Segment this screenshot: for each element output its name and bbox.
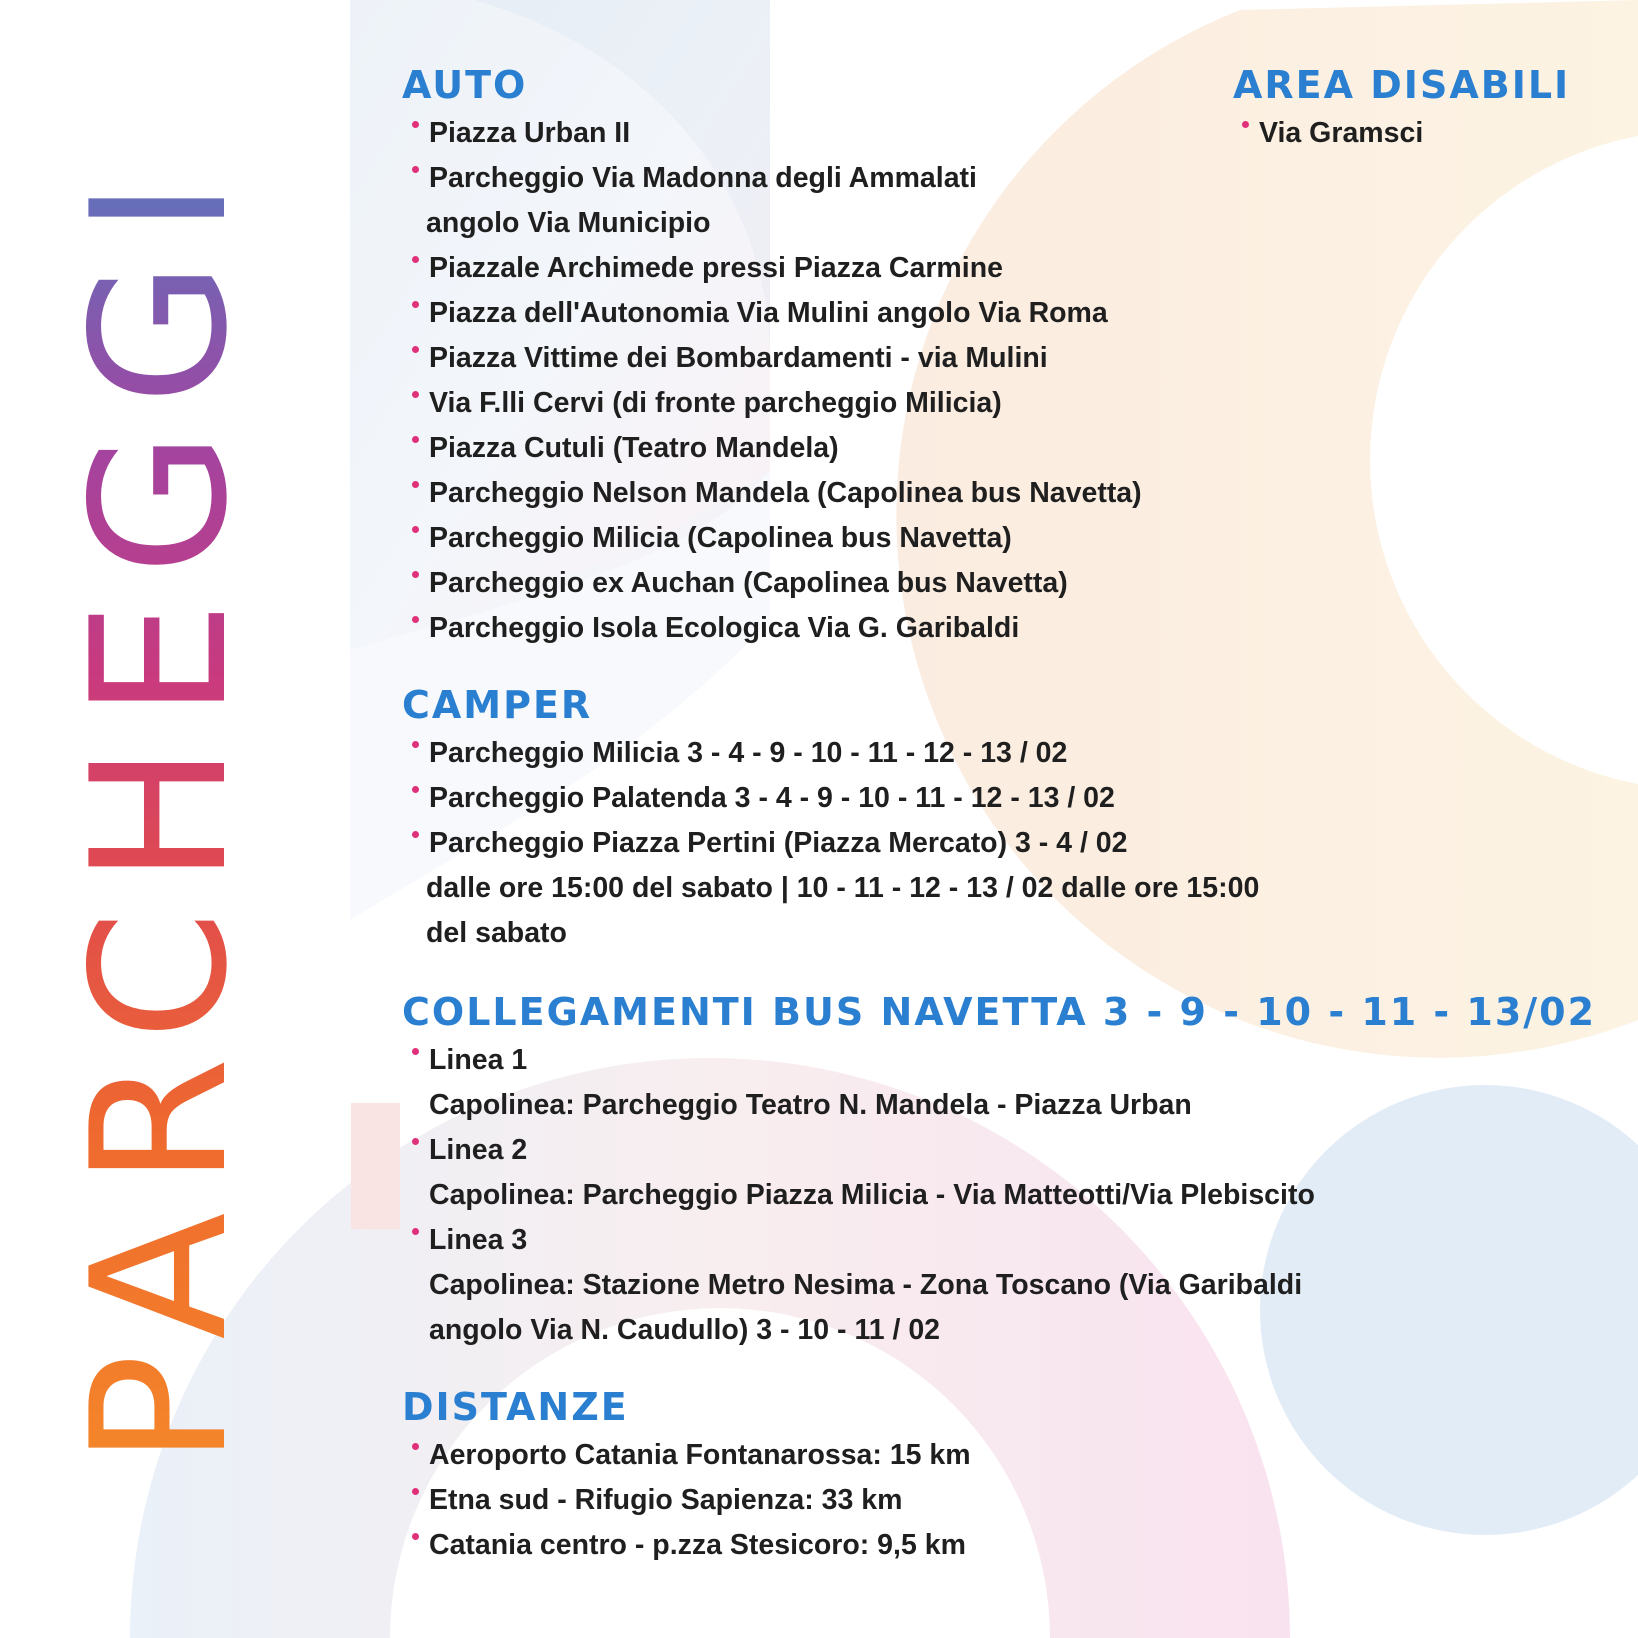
list-item: Piazza Cutuli (Teatro Mandela) xyxy=(411,426,1142,471)
list-item: Linea 1 Capolinea: Parcheggio Teatro N. Mandela - Piazza Urban xyxy=(411,1038,1315,1128)
list-item: Parcheggio Milicia (Capolinea bus Navetta) xyxy=(411,516,1142,561)
list-item: Parcheggio Piazza Pertini (Piazza Mercato) 3 - 4 / 02 dalle ore 15:00 del sabato | 10 - 11 - 12 - 13 / 02 dalle ore 15:00 del sabato xyxy=(411,821,1259,956)
vertical-title: PARCHEGGI xyxy=(51,154,268,1466)
list-item: Linea 2 Capolinea: Parcheggio Piazza Milicia - Via Matteotti/Via Plebiscito xyxy=(411,1128,1315,1218)
list-item: Piazzale Archimede pressi Piazza Carmine xyxy=(411,246,1142,291)
list-item: Parcheggio Milicia 3 - 4 - 9 - 10 - 11 - 12 - 13 / 02 xyxy=(411,731,1259,776)
list-item: Parcheggio Via Madonna degli Ammalati angolo Via Municipio xyxy=(411,156,1142,246)
list-item: Parcheggio ex Auchan (Capolinea bus Navetta) xyxy=(411,561,1142,606)
list-item: Linea 3 Capolinea: Stazione Metro Nesima - Zona Toscano (Via Garibaldi angolo Via N. Caudullo) 3 - 10 - 11 / 02 xyxy=(411,1218,1315,1353)
list-item: Piazza Urban II xyxy=(411,111,1142,156)
list-item: Aeroporto Catania Fontanarossa: 15 km xyxy=(411,1433,971,1478)
list-item: Via F.lli Cervi (di fronte parcheggio Milicia) xyxy=(411,381,1142,426)
section-title-distanze: DISTANZE xyxy=(402,1385,629,1429)
list-item: Piazza Vittime dei Bombardamenti - via Mulini xyxy=(411,336,1142,381)
list-item: Parcheggio Palatenda 3 - 4 - 9 - 10 - 11 - 12 - 13 / 02 xyxy=(411,776,1259,821)
list-item: Via Gramsci xyxy=(1241,111,1423,156)
section-title-area-disabili: AREA DISABILI xyxy=(1233,63,1571,107)
bus-list xyxy=(411,1038,1315,1353)
list-item: Parcheggio Nelson Mandela (Capolinea bus Navetta) xyxy=(411,471,1142,516)
list-item: Parcheggio Isola Ecologica Via G. Garibaldi xyxy=(411,606,1142,651)
auto-list xyxy=(411,111,1142,651)
section-title-camper: CAMPER xyxy=(402,683,593,727)
section-title-bus-navetta: COLLEGAMENTI BUS NAVETTA 3 - 9 - 10 - 11 - 13/02 xyxy=(402,990,1597,1034)
list-item: Catania centro - p.zza Stesicoro: 9,5 km xyxy=(411,1523,971,1568)
section-title-auto: AUTO xyxy=(402,63,528,107)
distanze-list xyxy=(411,1433,971,1568)
list-item: Piazza dell'Autonomia Via Mulini angolo Via Roma xyxy=(411,291,1142,336)
list-item: Etna sud - Rifugio Sapienza: 33 km xyxy=(411,1478,971,1523)
area-disabili-list xyxy=(1241,111,1423,156)
camper-list xyxy=(411,731,1259,956)
